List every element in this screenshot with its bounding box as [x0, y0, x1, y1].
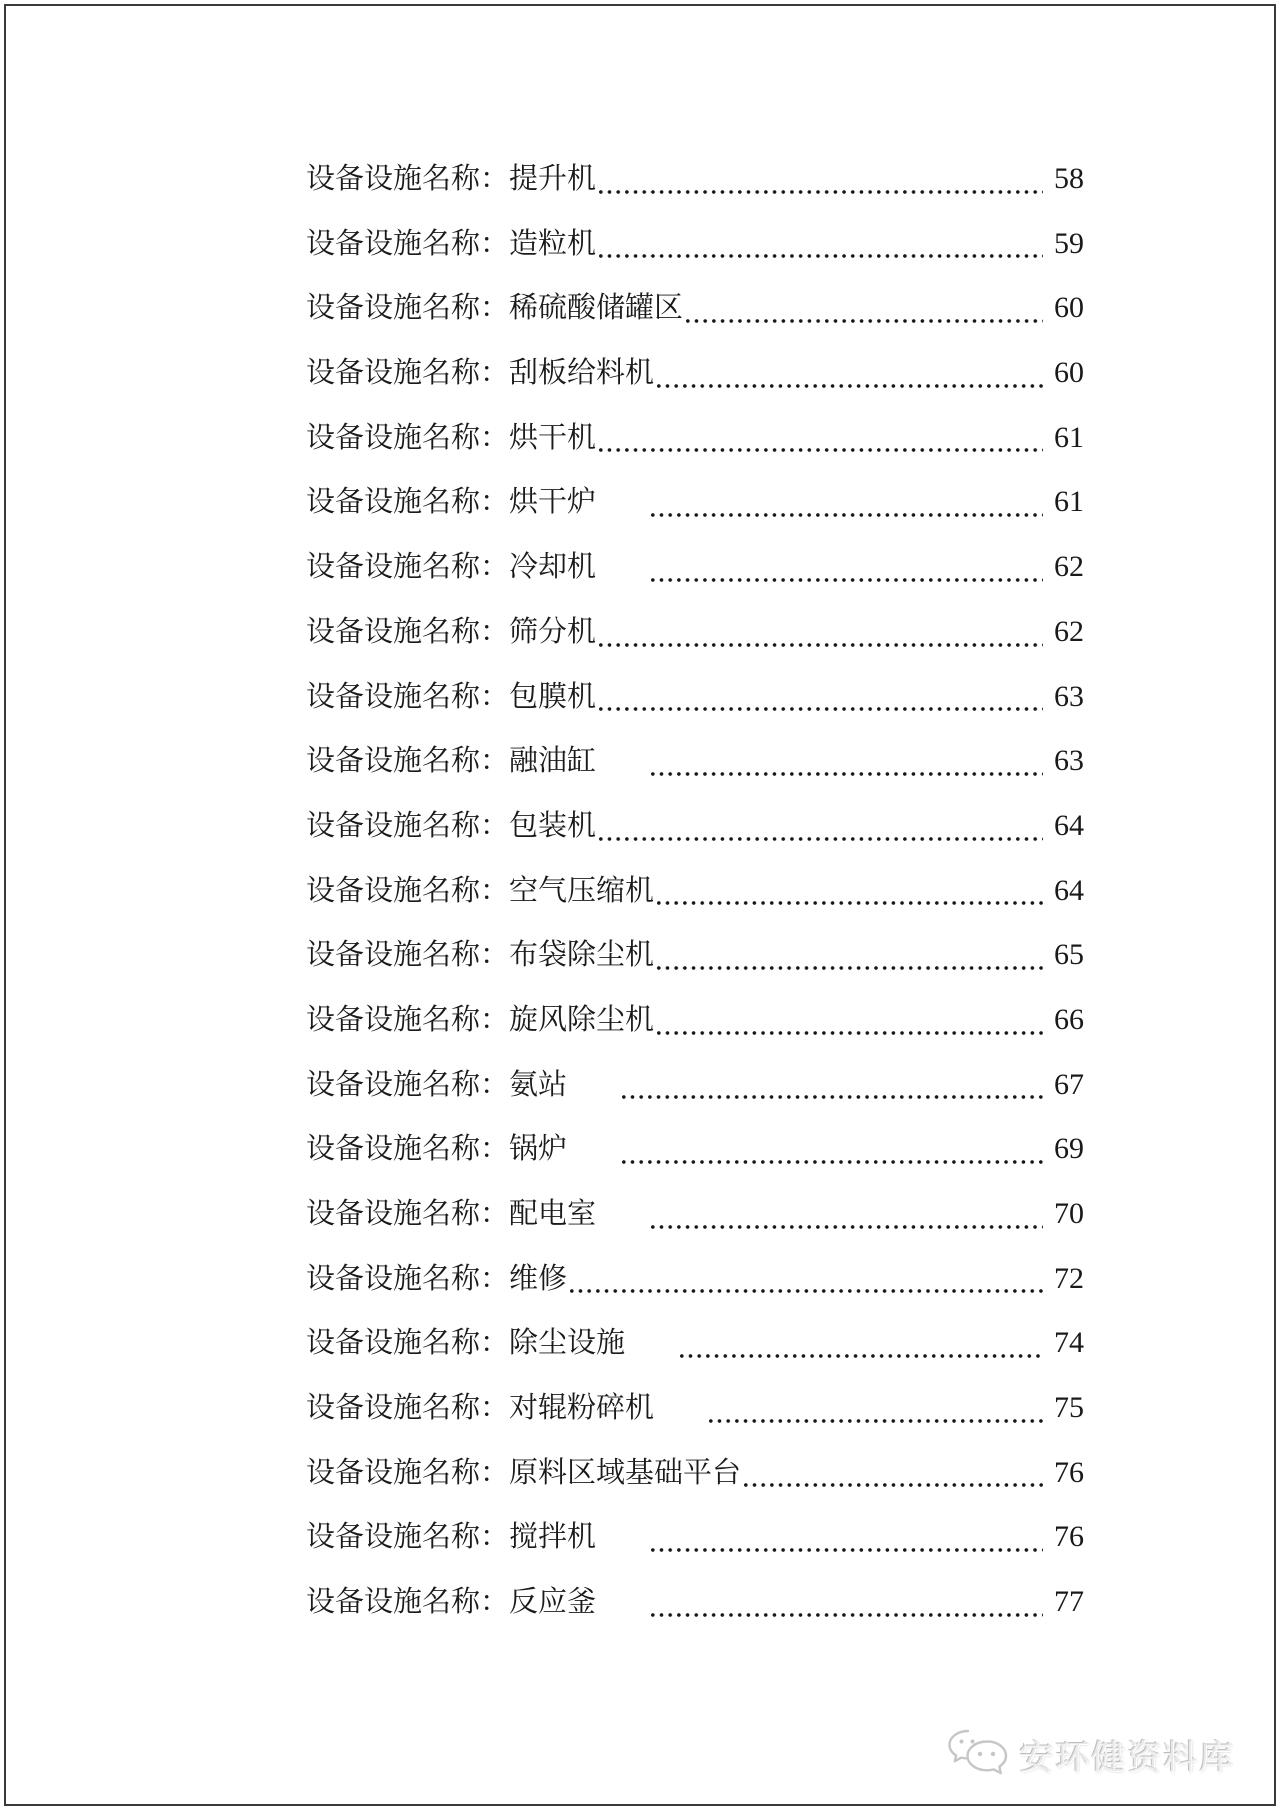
toc-entry-label: 设备设施名称： — [306, 1456, 510, 1489]
toc-entry-name: 包装机 — [509, 809, 597, 842]
toc-entry-name: 造粒机 — [509, 227, 597, 260]
toc-entry-label: 设备设施名称： — [306, 292, 510, 325]
toc-entry[interactable] — [306, 988, 1084, 1053]
chat-bubbles-icon — [946, 1728, 1010, 1780]
dot-leader — [648, 1570, 1048, 1635]
toc-entry-name: 除尘设施 — [509, 1327, 626, 1360]
dot-leader — [596, 665, 1048, 730]
toc-entry-label: 设备设施名称： — [306, 939, 510, 972]
watermark — [946, 1728, 1235, 1780]
dot-leader — [648, 729, 1048, 794]
toc-entry[interactable] — [306, 1053, 1084, 1118]
dot-leader — [648, 1505, 1048, 1570]
toc-entry-label: 设备设施名称： — [306, 1262, 510, 1295]
dot-leader — [741, 1441, 1048, 1506]
toc-entry[interactable] — [306, 1311, 1084, 1376]
toc-entry-name: 旋风除尘机 — [509, 1003, 655, 1036]
dot-leader — [654, 859, 1048, 924]
toc-entry-label: 设备设施名称： — [306, 1068, 510, 1101]
toc-entry-name: 原料区域基础平台 — [509, 1456, 742, 1489]
toc-entry-page: 65 — [1054, 938, 1084, 972]
toc-entry-name: 筛分机 — [509, 615, 597, 648]
watermark-text: 安环健资料库 — [1019, 1739, 1235, 1777]
toc-entry[interactable] — [306, 535, 1084, 600]
toc-entry-page: 66 — [1054, 1002, 1084, 1036]
toc-entry-page: 63 — [1054, 679, 1084, 713]
toc-entry[interactable] — [306, 729, 1084, 794]
toc-entry-page: 70 — [1054, 1197, 1084, 1230]
toc-entry-page: 62 — [1054, 614, 1084, 648]
dot-leader — [654, 923, 1048, 988]
toc-entry-name: 维修 — [509, 1262, 568, 1295]
dot-leader — [619, 1053, 1048, 1118]
toc-entry-page: 69 — [1054, 1132, 1084, 1166]
toc-entry-name: 空气压缩机 — [509, 874, 655, 907]
dot-leader — [648, 470, 1048, 535]
toc-entry[interactable] — [306, 1505, 1084, 1570]
toc-entry-page: 76 — [1054, 1520, 1084, 1554]
toc-entry-page: 60 — [1054, 291, 1084, 325]
toc-entry-page: 76 — [1054, 1455, 1084, 1489]
toc-entry-name: 锅炉 — [509, 1133, 568, 1166]
toc-entry[interactable] — [306, 341, 1084, 406]
toc-entry-label: 设备设施名称： — [306, 745, 510, 778]
dot-leader — [596, 212, 1048, 277]
dot-leader — [567, 1247, 1048, 1312]
toc-entry-name: 稀硫酸储罐区 — [509, 292, 684, 325]
toc-entry-page: 61 — [1054, 485, 1084, 519]
toc-entry-name: 反应釜 — [509, 1586, 597, 1619]
toc-entry-label: 设备设施名称： — [306, 421, 510, 454]
toc-entry-page: 60 — [1054, 356, 1084, 390]
toc-entry-name: 布袋除尘机 — [509, 939, 655, 972]
toc-entry[interactable] — [306, 1570, 1084, 1635]
toc-entry-label: 设备设施名称： — [306, 809, 510, 842]
dot-leader — [706, 1376, 1048, 1441]
toc-entry-name: 搅拌机 — [509, 1521, 597, 1554]
toc-entry-page: 58 — [1054, 162, 1084, 195]
toc-entry[interactable] — [306, 1441, 1084, 1506]
toc-entry-page: 72 — [1054, 1261, 1084, 1295]
toc-entry-name: 烘干炉 — [509, 486, 597, 519]
toc-entry-label: 设备设施名称： — [306, 874, 510, 907]
toc-entry-name: 配电室 — [509, 1198, 597, 1230]
toc-entry-page: 59 — [1054, 226, 1084, 260]
toc-entry-label: 设备设施名称： — [306, 680, 510, 713]
toc-entry-page: 77 — [1054, 1585, 1084, 1619]
toc-entry-name: 提升机 — [509, 163, 597, 195]
toc-entry-name: 烘干机 — [509, 421, 597, 454]
toc-entry[interactable] — [306, 1182, 1084, 1247]
toc-entry-label: 设备设施名称： — [306, 1198, 510, 1230]
toc-entry-page: 62 — [1054, 550, 1084, 584]
toc-entry[interactable] — [306, 794, 1084, 859]
toc-entry[interactable] — [306, 406, 1084, 471]
toc-entry-name: 包膜机 — [509, 680, 597, 713]
toc-entry[interactable] — [306, 1247, 1084, 1312]
toc-entry-label: 设备设施名称： — [306, 486, 510, 519]
toc-entry-label: 设备设施名称： — [306, 551, 510, 584]
toc-entry-page: 75 — [1054, 1391, 1084, 1425]
dot-leader — [654, 341, 1048, 406]
dot-leader — [654, 988, 1048, 1053]
toc-entry[interactable] — [306, 859, 1084, 924]
toc-entry-name: 冷却机 — [509, 551, 597, 584]
toc-entry-page: 64 — [1054, 808, 1084, 842]
toc-entry[interactable] — [306, 212, 1084, 277]
toc-entry-page: 64 — [1054, 873, 1084, 907]
dot-leader — [596, 147, 1048, 212]
toc-entry[interactable] — [306, 665, 1084, 730]
toc-entry-label: 设备设施名称： — [306, 1327, 510, 1360]
toc-entry-name: 融油缸 — [509, 745, 597, 778]
toc-entry-label: 设备设施名称： — [306, 1392, 510, 1425]
toc-entry[interactable] — [306, 600, 1084, 665]
dot-leader — [596, 406, 1048, 471]
dot-leader — [648, 535, 1048, 600]
toc-entry-page: 61 — [1054, 420, 1084, 454]
toc-entry-label: 设备设施名称： — [306, 357, 510, 390]
toc-entry-name: 对辊粉碎机 — [509, 1392, 655, 1425]
toc-entry-label: 设备设施名称： — [306, 1586, 510, 1619]
dot-leader — [596, 794, 1048, 859]
toc-list — [306, 147, 1084, 1635]
toc-entry[interactable] — [306, 923, 1084, 988]
dot-leader — [596, 600, 1048, 665]
toc-entry-page: 63 — [1054, 744, 1084, 778]
toc-entry-label: 设备设施名称： — [306, 1521, 510, 1554]
toc-entry-page: 67 — [1054, 1067, 1084, 1101]
toc-entry-label: 设备设施名称： — [306, 1133, 510, 1166]
toc-entry-label: 设备设施名称： — [306, 1003, 510, 1036]
toc-entry[interactable] — [306, 1117, 1084, 1182]
toc-entry-page: 74 — [1054, 1326, 1084, 1360]
toc-entry-name: 刮板给料机 — [509, 357, 655, 390]
dot-leader — [683, 276, 1048, 341]
toc-entry[interactable] — [306, 147, 1084, 212]
toc-entry-name: 氨站 — [509, 1068, 568, 1101]
toc-entry[interactable] — [306, 470, 1084, 535]
dot-leader — [648, 1182, 1048, 1247]
dot-leader — [619, 1117, 1048, 1182]
toc-entry[interactable] — [306, 1376, 1084, 1441]
dot-leader — [677, 1311, 1048, 1376]
toc-entry-label: 设备设施名称： — [306, 227, 510, 260]
toc-entry[interactable] — [306, 276, 1084, 341]
toc-entry-label: 设备设施名称： — [306, 615, 510, 648]
toc-entry-label: 设备设施名称： — [306, 163, 510, 195]
